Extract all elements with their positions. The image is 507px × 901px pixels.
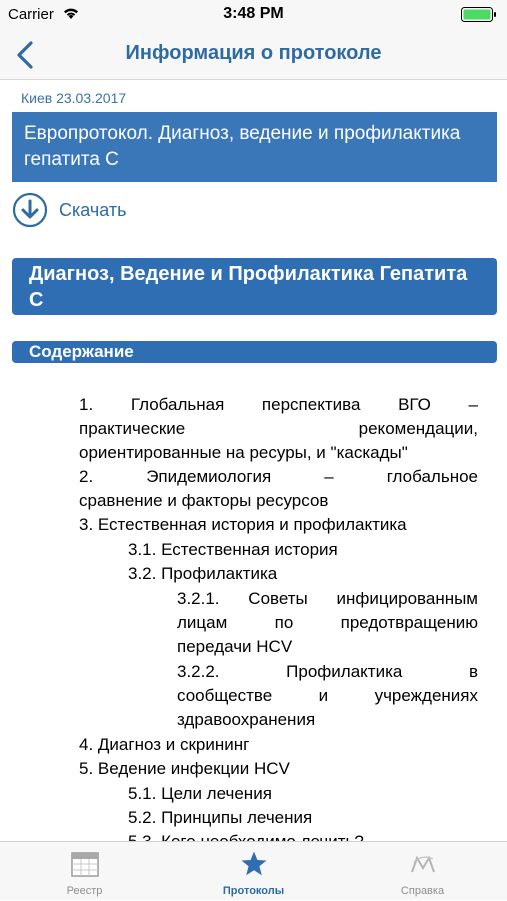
toc-item-3-2-2-line: здравоохранения	[177, 710, 316, 729]
page-title: Информация о протоколе	[125, 42, 382, 64]
contents-label: Содержание	[29, 342, 134, 361]
toc-item-3-2-1-line: передачи HCV	[177, 637, 293, 656]
tab-help[interactable]	[338, 842, 507, 901]
calendar-icon	[71, 850, 99, 878]
toc-item-1-line: 1. Глобальная перспектива ВГО –	[79, 395, 478, 414]
battery-icon	[461, 7, 497, 22]
tab-bar	[0, 841, 507, 900]
status-bar	[0, 0, 507, 30]
toc-item-1-line: ориентированные на ресуры, и "каскады"	[79, 443, 408, 462]
toc-item-1-line: практические рекомендации,	[79, 419, 478, 438]
navigation-bar	[0, 30, 507, 80]
protocol-title: Европротокол. Диагноз, ведение и профилактика гепатита С	[24, 123, 461, 170]
toc-item-3-2-1-line: лицам по предотвращению	[177, 613, 478, 632]
star-icon	[240, 850, 268, 878]
tab-protocols[interactable]	[169, 842, 338, 901]
status-time: 3:48 PM	[223, 5, 284, 22]
toc-item-5-2: 5.2. Принципы лечения	[128, 808, 313, 827]
protocol-title-box	[12, 112, 497, 182]
toc-item-3-2: 3.2. Профилактика	[128, 564, 278, 583]
carrier-label: Carrier	[8, 6, 54, 23]
toc-item-2-line: сравнение и факторы ресурсов	[79, 491, 329, 510]
toc-item-4: 4. Диагноз и скрининг	[79, 735, 250, 754]
toc-item-2-line: 2. Эпидемиология – глобальное	[79, 467, 478, 486]
toc-item-3-1: 3.1. Естественная история	[128, 540, 338, 559]
toc-item-3-2-1-line: 3.2.1. Советы инфицированным	[177, 589, 478, 608]
tab-protocols-label: Протоколы	[222, 885, 285, 897]
protocol-content[interactable]	[0, 80, 507, 841]
tab-help-label: Справка	[400, 885, 445, 897]
contents-header	[12, 341, 497, 363]
tab-registry-label: Реестр	[66, 885, 103, 897]
download-label: Скачать	[59, 200, 127, 220]
toc-item-5-1: 5.1. Цели лечения	[128, 784, 272, 803]
toc-item-3: 3. Естественная история и профилактика	[79, 515, 407, 534]
tab-registry[interactable]	[0, 842, 169, 901]
toc-item-5: 5. Ведение инфекции HCV	[79, 759, 290, 778]
toc-item-3-2-2-line: 3.2.2. Профилактика в	[177, 662, 478, 681]
mca-logo-icon	[409, 850, 437, 878]
document-heading: Диагноз, Ведение и Профилактика Гепатита С	[29, 263, 468, 311]
toc-item-3-2-2-line: сообществе и учреждениях	[177, 686, 478, 705]
download-icon	[12, 192, 48, 228]
document-heading-box	[12, 258, 497, 315]
protocol-date: Киев 23.03.2017	[21, 90, 127, 106]
